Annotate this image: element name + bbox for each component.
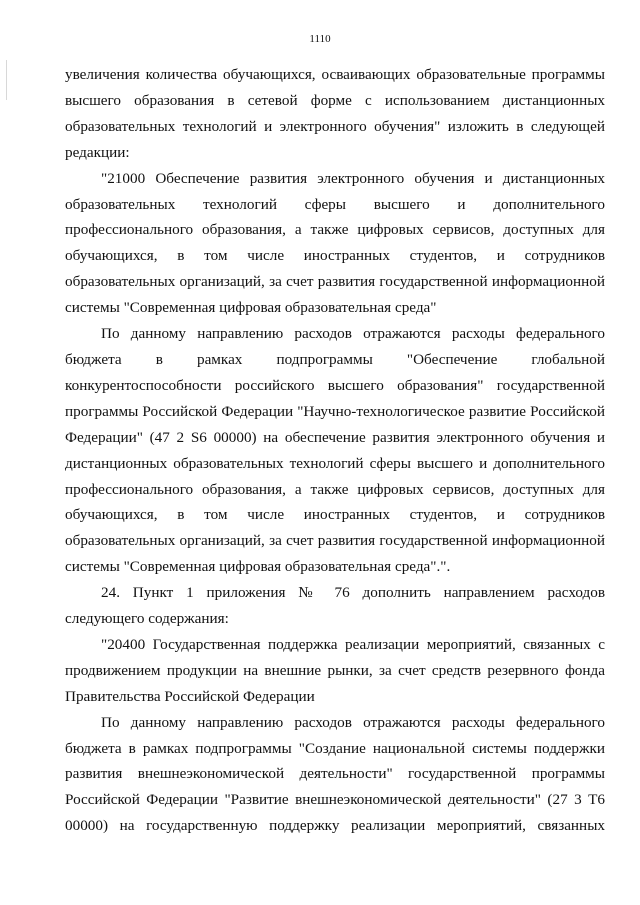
paragraph-expenses-description: По данному направлению расходов отражаются расходы федерального бюджета в рамках подпрограммы "Обеспечение глобальной конкурентоспособности российского высшего образования" государственной программы Российской Федерации "Научно-технологическое развитие Российской Федерации" (47 2 S6 00000) на обеспечение развития электронного обучения и дистанционных образовательных технологий сферы высшего и дополнительного профессионального образования, а также цифровых сервисов, доступных для обучающихся, в том числе иностранных студентов, и сотрудников образовательных организаций, за счет развития государственной информационной системы "Современная цифровая образовательная среда".".	[65, 325, 605, 576]
page-number: 1110	[309, 33, 331, 45]
document-body	[65, 62, 605, 839]
scan-edge-mark	[6, 60, 7, 100]
paragraph-code-21000: "21000 Обеспечение развития электронного обучения и дистанционных образовательных технологий сферы высшего и дополнительного профессионального образования, а также цифровых сервисов, доступных для обучающихся, в том числе иностранных студентов, и сотрудников образовательных организаций, за счет развития государственной информационной системы "Современная цифровая образовательная среда"	[65, 169, 605, 317]
paragraph-code-20400: "20400 Государственная поддержка реализации мероприятий, связанных с продвижением продукции на внешние рынки, за счет средств резервного фонда Правительства Российской Федерации	[65, 635, 605, 705]
paragraph-expenses-description-2: По данному направлению расходов отражаются расходы федерального бюджета в рамках подпрограммы "Создание национальной системы поддержки развития внешнеэкономической деятельности" государственной программы Российской Федерации "Развитие внешнеэкономической деятельности" (27 3 Т6 00000) на государственную поддержку реализации мероприятий, связанных	[65, 713, 605, 835]
paragraph-item-24: 24. Пункт 1 приложения № 76 дополнить направлением расходов следующего содержания:	[65, 584, 605, 628]
paragraph-continuation: увеличения количества обучающихся, осваивающих образовательные программы высшего образования в сетевой форме с использованием дистанционных образовательных технологий и электронного обучения" изложить в следующей редакции:	[65, 66, 605, 161]
